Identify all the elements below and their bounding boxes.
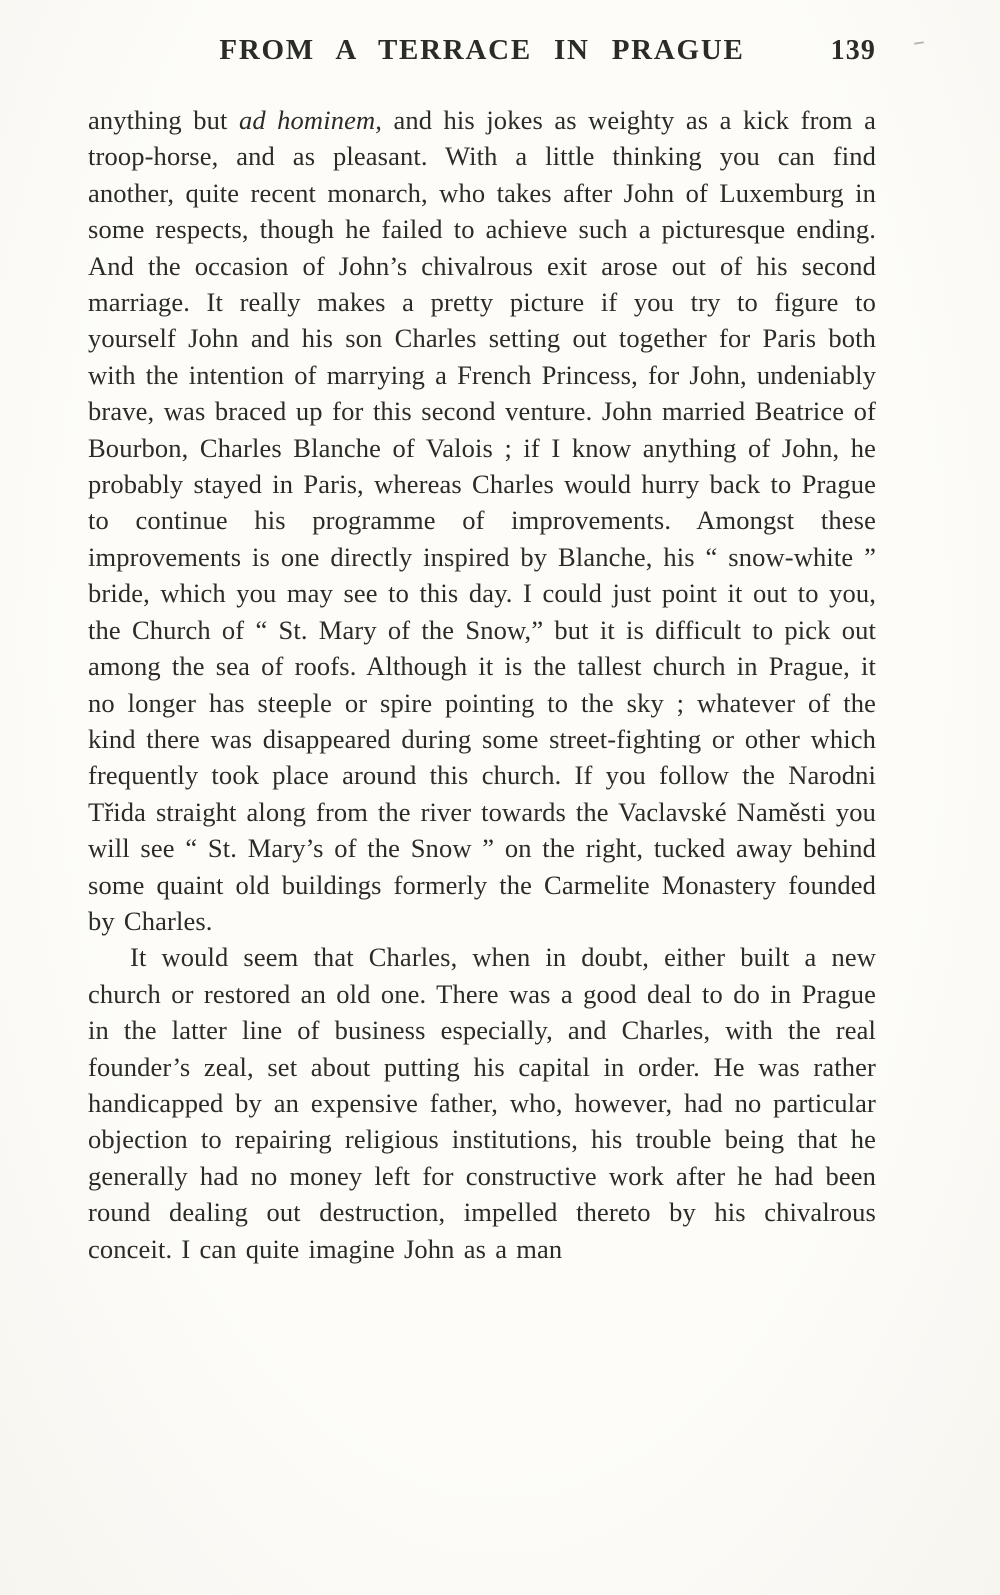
paragraph: It would seem that Charles, when in doubt, either built a new church or restored an old one. There was a good deal to do in Prague in the latter line of business especially, and Charles, with the real founder’s zeal, set about putting his capital in order. He was rather handicapped by an expensive father, who, however, had no particular objection to repairing religious institutions, his trouble being that he generally had no money left for constructive work after he had been round dealing out destruction, impelled thereto by his chivalrous conceit. I can quite imagine John as a man <box>88 942 876 1264</box>
page-header <box>88 34 876 78</box>
scan-speck <box>914 41 924 44</box>
page-number: 139 <box>830 35 876 66</box>
paragraph-text: anything but <box>88 105 239 135</box>
page-body <box>88 102 876 1267</box>
latin-phrase-italic: ad hominem, <box>238 105 382 135</box>
paragraph-continuation <box>88 102 876 939</box>
paragraph-text: and his jokes as weighty as a kick from a troop-horse, and as pleasant. With a little thinking you can find another, quite recent monarch, who takes after John of Luxemburg in some respects, though he failed to achieve such a picturesque ending. And the occasion of John’s chivalrous exit arose out of his second marriage. It really makes a pretty picture if you try to figure to yourself John and his son Charles setting out together for Paris both with the intention of marrying a French Princess, for John, undeniably brave, was braced up for this second venture. John married Beatrice of Bourbon, Charles Blanche of Valois ; if I know anything of John, he probably stayed in Paris, whereas Charles would hurry back to Prague to continue his programme of improvements. Amongst these improvements is one directly inspired by Blanche, his “ snow-white ” bride, which you may see to this day. I could just point it out to you, the Church of “ St. Mary of the Snow,” but it is difficult to pick out among the sea of roofs. Although it is the tallest church in Prague, it no longer has steeple or spire pointing to the sky ; whatever of the kind there was disappeared during some street-fighting or other which frequently took place around this church. If you follow the Narodni Třida straight along from the river towards the Vaclavské Naměsti you will see “ St. Mary’s of the Snow ” on the right, tucked away behind some quaint old buildings formerly the Carmelite Monastery founded by Charles. <box>88 105 876 936</box>
running-title: FROM A TERRACE IN PRAGUE <box>219 34 745 66</box>
